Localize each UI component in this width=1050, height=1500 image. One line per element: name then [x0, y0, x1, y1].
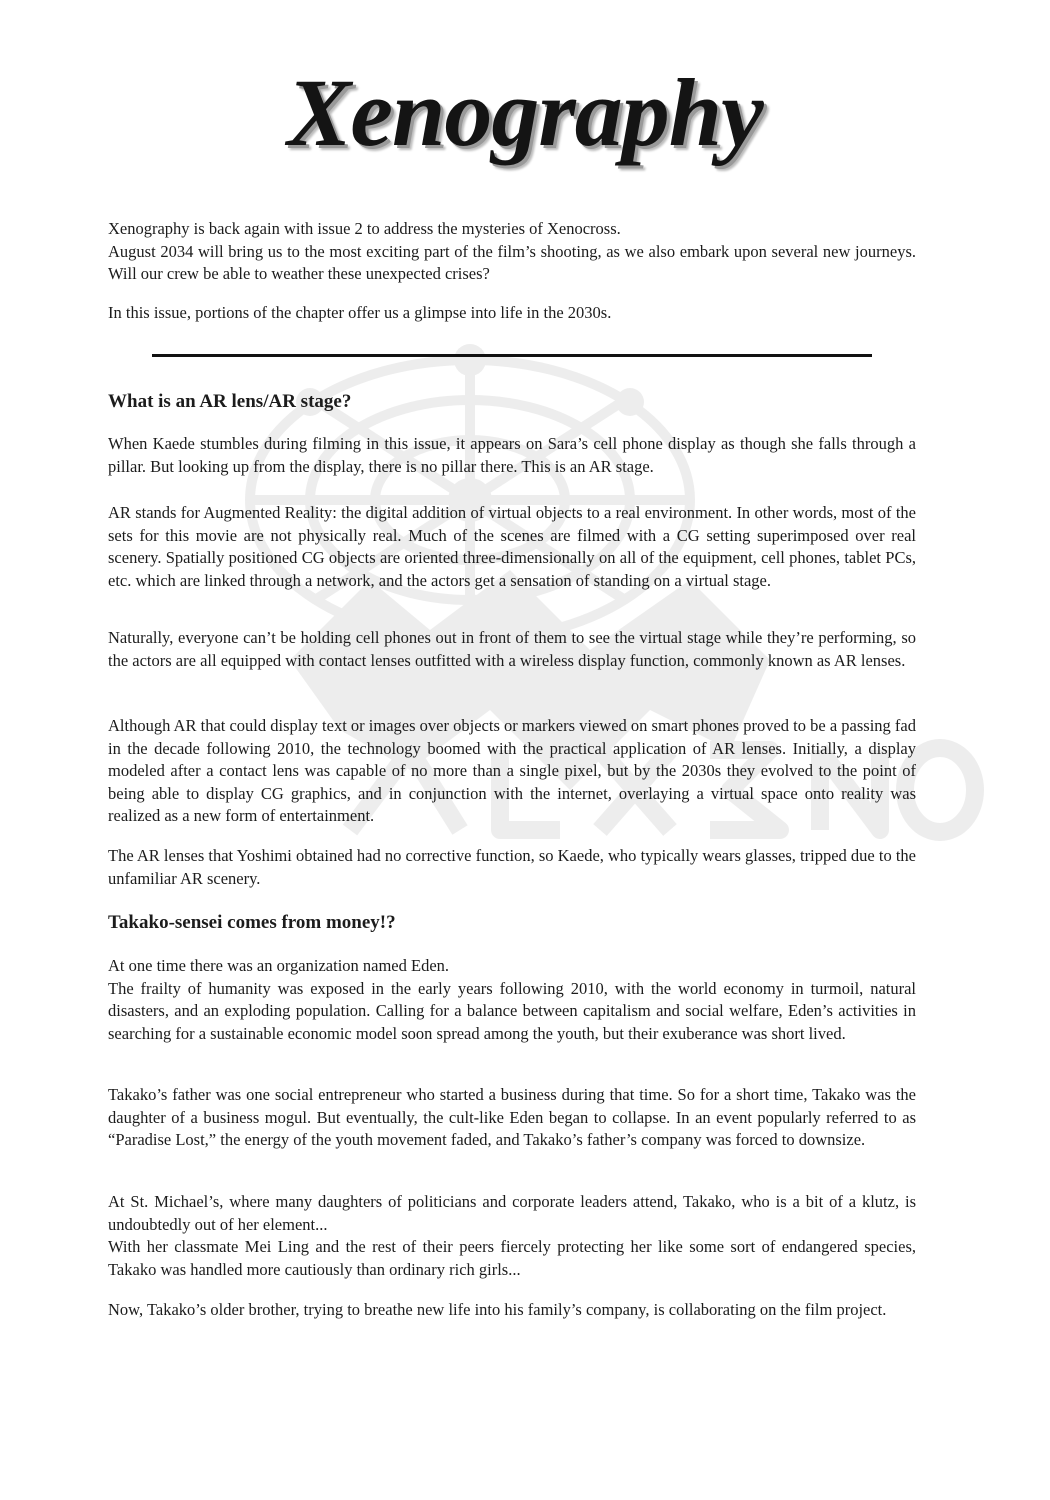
- section1-paragraph-2: [108, 502, 916, 592]
- section1-paragraph-4: [108, 715, 916, 828]
- section1-paragraph-3: [108, 627, 916, 672]
- section2-text-4: Now, Takako’s older brother, trying to breathe new life into his family’s company, is collaborating on the film project.: [108, 1300, 887, 1319]
- section-divider: [152, 354, 872, 357]
- section2-paragraph-3: [108, 1191, 916, 1281]
- section2-text-1a: At one time there was an organization named Eden.: [108, 956, 450, 975]
- intro-block: [108, 218, 916, 286]
- section2-text-3a: At St. Michael’s, where many daughters of politicians and corporate leaders attend, Takako, who is a bit of a klutz, is undoubtedly out of her element...: [108, 1192, 916, 1234]
- section-heading-ar-lens: What is an AR lens/AR stage?: [108, 391, 352, 412]
- section1-text-5: The AR lenses that Yoshimi obtained had no corrective function, so Kaede, who typically wears glasses, tripped due to the unfamiliar AR scenery.: [108, 846, 916, 888]
- intro-paragraph-2: August 2034 will bring us to the most exciting part of the film’s shooting, as we also embark upon several new journeys. Will our crew be able to weather these unexpected crises?: [108, 241, 916, 283]
- section1-paragraph-5: [108, 845, 916, 890]
- section-heading-takako: Takako-sensei comes from money!?: [108, 912, 396, 933]
- section1-paragraph-1: [108, 433, 916, 478]
- section2-text-2: Takako’s father was one social entrepreneur who started a business during that time. So for a short time, Takako was the daughter of a business mogul. But eventually, the cult-like Eden began to collapse. In an event popularly referred to as “Paradise Lost,” the energy of the youth movement faded, and Takako’s father’s company was forced to downsize.: [108, 1085, 916, 1149]
- section2-text-3b: With her classmate Mei Ling and the rest of their peers fiercely protecting her like some sort of endangered species, Takako was handled more cautiously than ordinary rich girls...: [108, 1237, 916, 1279]
- section2-paragraph-4: [108, 1299, 916, 1322]
- intro-paragraph-1: Xenography is back again with issue 2 to address the mysteries of Xenocross.: [108, 219, 621, 238]
- section1-text-1: When Kaede stumbles during filming in this issue, it appears on Sara’s cell phone display as though she falls through a pillar. But looking up from the display, there is no pillar there. This is an AR stage.: [108, 434, 916, 476]
- section1-text-3: Naturally, everyone can’t be holding cell phones out in front of them to see the virtual stage while they’re performing, so the actors are all equipped with contact lenses outfitted with a wireless display function, commonly known as AR lenses.: [108, 628, 916, 670]
- section1-text-2: AR stands for Augmented Reality: the digital addition of virtual objects to a real environment. In other words, most of the sets for this movie are not physically real. Much of the scenes are filmed with a CG setting superimposed over real scenery. Spatially positioned CG objects are oriented three-dimensionally on all of the equipment, cell phones, tablet PCs, etc. which are linked through a network, and the actors get a sensation of standing on a virtual stage.: [108, 503, 916, 590]
- section2-text-1b: The frailty of humanity was exposed in the early years following 2010, with the world economy in turmoil, natural disasters, and an exploding population. Calling for a balance between capitalism and social welfare, Eden’s activities in searching for a sustainable economic model soon spread among the youth, but their exuberance was short lived.: [108, 978, 916, 1043]
- document-title: Xenography: [287, 59, 763, 166]
- section2-paragraph-1: [108, 955, 916, 1045]
- section1-text-4: Although AR that could display text or images over objects or markers viewed on smart phones proved to be a passing fad in the decade following 2010, the technology boomed with the practical application of AR lenses. Initially, a display modeled after a contact lens was capable of no more than a single pixel, but by the 2030s they evolved to the point of being able to display CG graphics, and in conjunction with the internet, overlaying a virtual space onto reality was realized as a new form of entertainment.: [108, 716, 916, 825]
- intro-paragraph-3: In this issue, portions of the chapter offer us a glimpse into life in the 2030s.: [108, 303, 612, 322]
- section2-paragraph-2: [108, 1084, 916, 1152]
- intro-note: [108, 302, 916, 325]
